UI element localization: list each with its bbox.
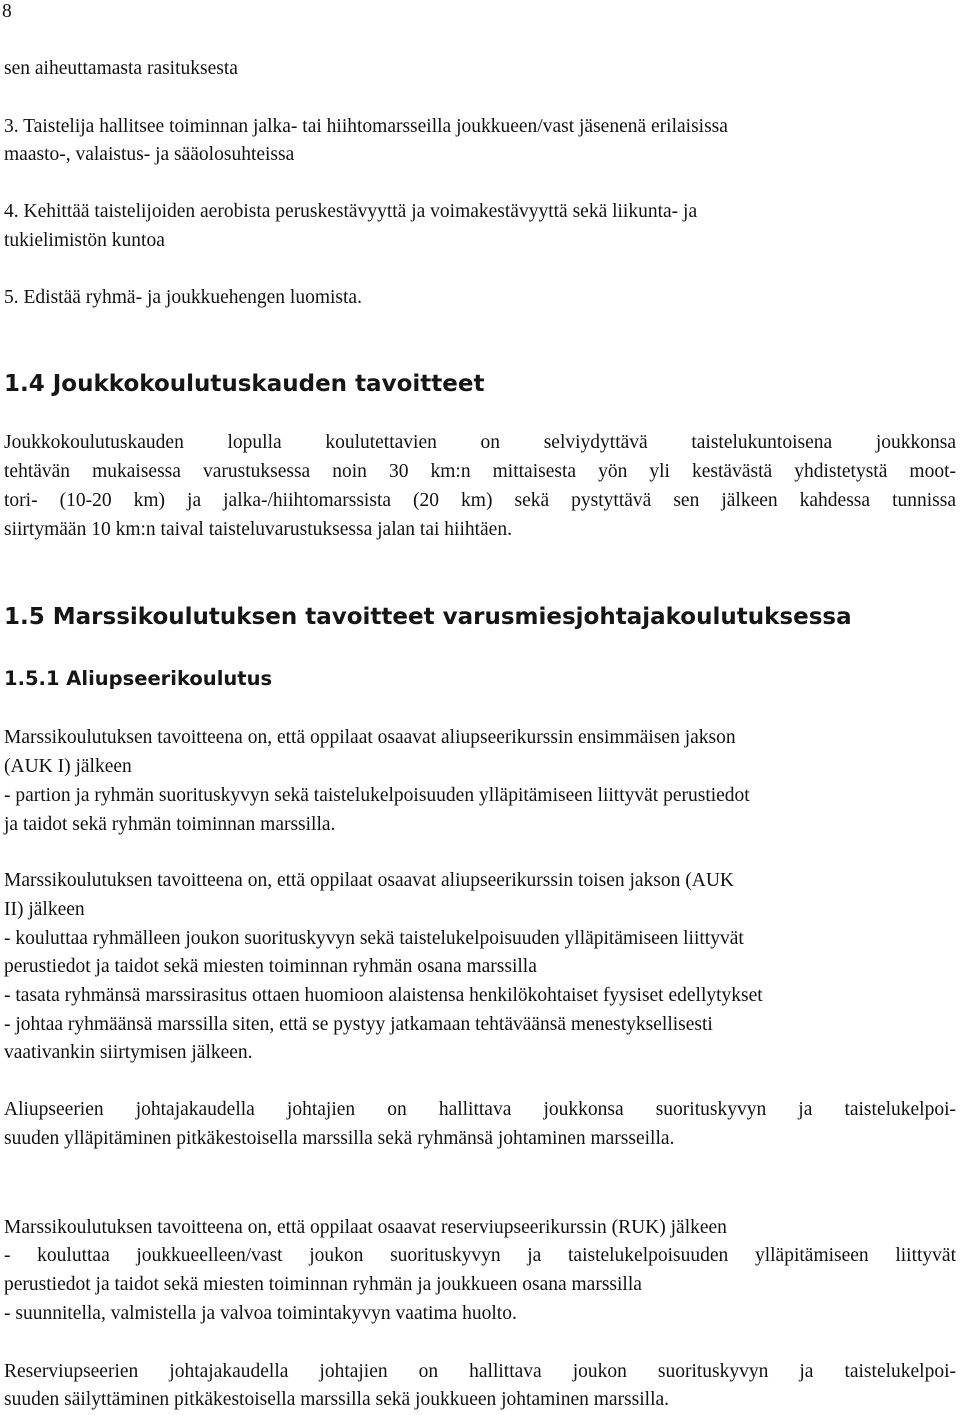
paragraph-line: II) jälkeen — [4, 899, 85, 920]
paragraph-line: Marssikoulutuksen tavoitteena on, että oppilaat osaavat aliupseerikurssin ensimmäisen jakson — [4, 727, 736, 748]
paragraph-line: vaativankin siirtymisen jälkeen. — [4, 1042, 253, 1063]
paragraph-line: (AUK I) jälkeen — [4, 756, 132, 777]
paragraph-line: ja taidot sekä ryhmän toiminnan marssilla. — [4, 814, 336, 835]
section-heading-1-4: 1.4 Joukkokoulutuskauden tavoitteet — [4, 371, 485, 397]
paragraph-line: Joukkokoulutuskauden lopulla koulutettavien on selviydyttävä taistelukuntoisena joukkonsa — [4, 432, 956, 453]
section-heading-1-5: 1.5 Marssikoulutuksen tavoitteet varusmiesjohtajakoulutuksessa — [4, 604, 852, 630]
list-item-5-line-1: 5. Edistää ryhmä- ja joukkuehengen luomista. — [4, 287, 362, 308]
paragraph-line: - partion ja ryhmän suorituskyvyn sekä taistelukelpoisuuden ylläpitämiseen liittyvät perustiedot — [4, 785, 750, 806]
paragraph-line: Aliupseerien johtajakaudella johtajien on hallittava joukkonsa suorituskyvyn ja taistelukelpoi- — [4, 1099, 956, 1120]
paragraph-line: - kouluttaa joukkueelleen/vast joukon suorituskyvyn ja taistelukelpoisuuden ylläpitämiseen liittyvät — [4, 1245, 956, 1266]
paragraph-line: tehtävän mukaisessa varustuksessa noin 30 km:n mittaisesta yön yli kestävästä yhdistetystä moot- — [4, 461, 956, 482]
paragraph-line: - johtaa ryhmäänsä marssilla siten, että se pystyy jatkamaan tehtäväänsä menestyksellisesti — [4, 1014, 713, 1035]
paragraph-line: tori- (10-20 km) ja jalka-/hiihtomarssista (20 km) sekä pystyttävä sen jälkeen kahdessa tunnissa — [4, 490, 956, 511]
list-item-3-line-2: maasto-, valaistus- ja sääolosuhteissa — [4, 144, 295, 165]
paragraph-line: perustiedot ja taidot sekä miesten toiminnan ryhmän ja joukkueen osana marssilla — [4, 1274, 642, 1295]
paragraph-line: - kouluttaa ryhmälleen joukon suorituskyvyn sekä taistelukelpoisuuden ylläpitämiseen liittyvät — [4, 928, 744, 949]
list-item-4-line-2: tukielimistön kuntoa — [4, 230, 165, 251]
list-item-3-line-1: 3. Taistelija hallitsee toiminnan jalka- tai hiihtomarsseilla joukkueen/vast jäsenenä erilaisissa — [4, 116, 728, 137]
paragraph-line: suuden ylläpitäminen pitkäkestoisella marssilla sekä ryhmänsä johtaminen marsseilla. — [4, 1128, 675, 1149]
paragraph-line: Marssikoulutuksen tavoitteena on, että oppilaat osaavat reserviupseerikurssin (RUK) jälkeen — [4, 1217, 727, 1238]
paragraph-line: Marssikoulutuksen tavoitteena on, että oppilaat osaavat aliupseerikurssin toisen jakson (AUK — [4, 870, 735, 891]
text-line: sen aiheuttamasta rasituksesta — [4, 58, 238, 79]
paragraph-line: - suunnitella, valmistella ja valvoa toimintakyvyn vaatima huolto. — [4, 1303, 517, 1324]
paragraph-line: siirtymään 10 km:n taival taisteluvarustuksessa jalan tai hiihtäen. — [4, 519, 512, 540]
list-item-4-line-1: 4. Kehittää taistelijoiden aerobista peruskestävyyttä ja voimakestävyyttä sekä liikunta- ja — [4, 201, 698, 222]
paragraph-line: suuden säilyttäminen pitkäkestoisella marssilla sekä joukkueen johtaminen marssilla. — [4, 1389, 670, 1410]
paragraph-line: Reserviupseerien johtajakaudella johtajien on hallittava joukon suorituskyvyn ja taistelukelpoi- — [4, 1361, 956, 1382]
subsection-heading-1-5-1: 1.5.1 Aliupseerikoulutus — [4, 667, 273, 690]
paragraph-line: - tasata ryhmänsä marssirasitus ottaen huomioon alaistensa henkilökohtaiset fyysiset edellytykset — [4, 985, 763, 1006]
page-number: 8 — [2, 1, 12, 22]
paragraph-line: perustiedot ja taidot sekä miesten toiminnan ryhmän osana marssilla — [4, 956, 537, 977]
